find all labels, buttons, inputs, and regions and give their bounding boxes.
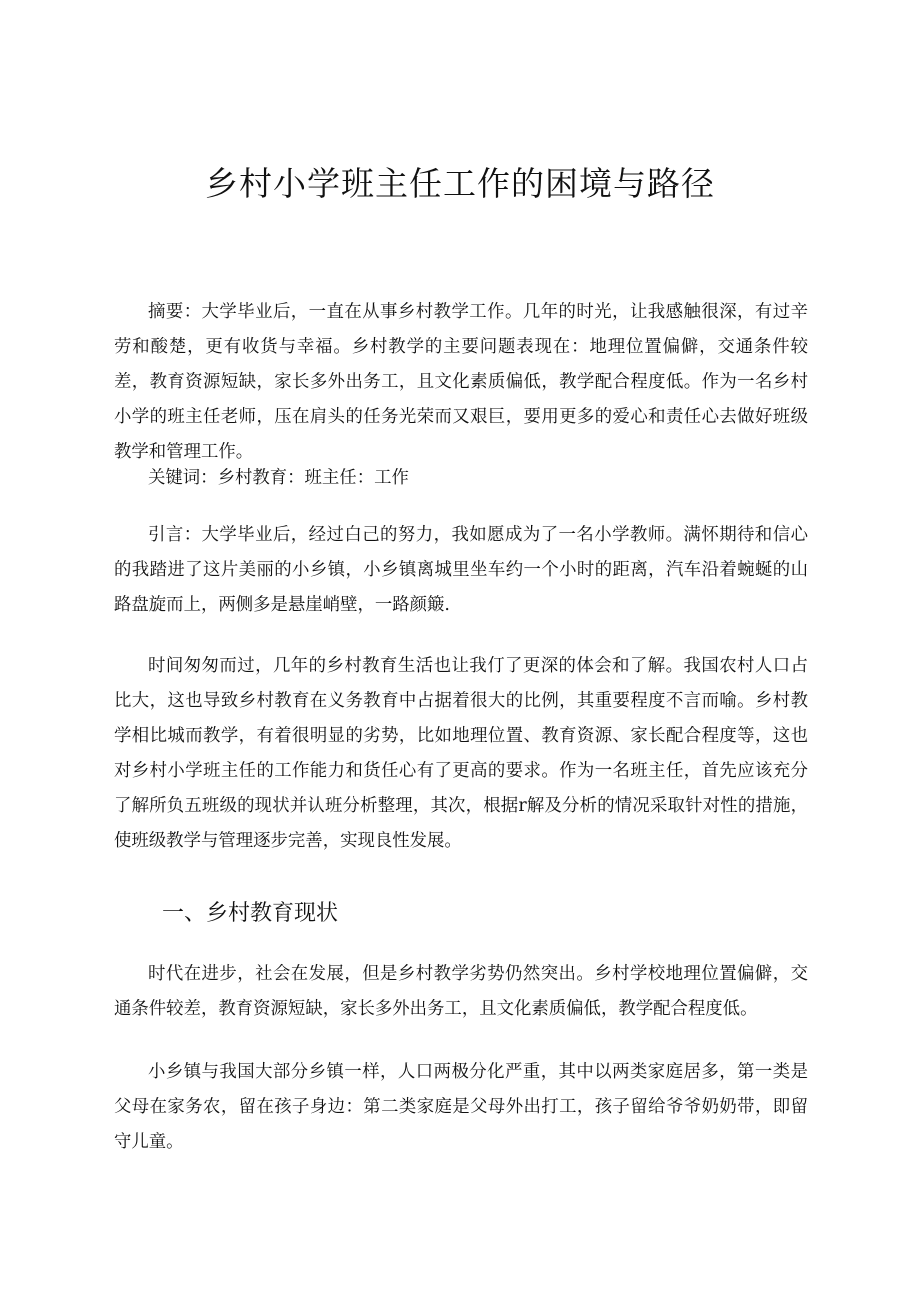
document-title: 乡村小学班主任工作的困境与路径 — [205, 164, 715, 203]
keywords-paragraph: 关键词：乡村教育：班主任：工作 — [148, 468, 409, 488]
abstract-paragraph: 摘要：大学毕业后，一直在从事乡村教学工作。几年的时光，让我感触很深，有过辛劳和酸楚，更有收货与幸福。乡村教学的主要问题表现在：地理位置偏僻，交通条件较差，教育资源短缺，家长多外出务工，且文化素质偏低，教学配合程度低。作为一名乡村小学的班主任老师，压在肩头的任务光荣而又艰巨，要用更多的爱心和责任心去做好班级教学和管理工作。 — [114, 302, 808, 462]
intro-paragraph: 引言：大学毕业后，经过白己的努力，我如愿成为了一名小学教师。满怀期待和信心的我踏进了这片美丽的小乡镇，小乡镇离城里坐车约一个小时的距离，汽车沿着蜿蜒的山路盘旋而上，两侧多是悬崖峭壁，一路颜簸. — [114, 525, 808, 615]
section-heading: 一、乡村教育现状 — [162, 901, 339, 926]
body-paragraph: 时间匆匆而过，几年的乡村教育生活也让我仃了更深的体会和了解。我国农村人口占比大，这也导致乡村教育在义务教育中占据着很大的比例，其重要程度不言而喻。乡村教学相比城而教学，有着很明显的劣势，比如地理位置、教育资源、家长配合程度等，这也对乡村小学班主任的工作能力和货任心有了更高的要求。作为一名班主任，首先应该充分了解所负五班级的现状并认班分析整理，其次，根据r解及分析的情况采取针对性的措施，使班级教学与管理逐步完善，实现良性发展。 — [114, 656, 808, 851]
body-paragraph: 时代在进步，社会在发展，但是乡村教学劣势仍然突出。乡村学校地理位置偏僻，交通条件较差，教育资源短缺，家长多外出务工，且文化素质偏低，教学配合程度低。 — [114, 964, 808, 1019]
body-paragraph: 小乡镇与我国大部分乡镇一样，人口两极分化严重，其中以两类家庭居多，第一类是父母在家务农，留在孩子身边：第二类家庭是父母外出打工，孩子留给爷爷奶奶带，即留守儿童。 — [114, 1062, 808, 1152]
